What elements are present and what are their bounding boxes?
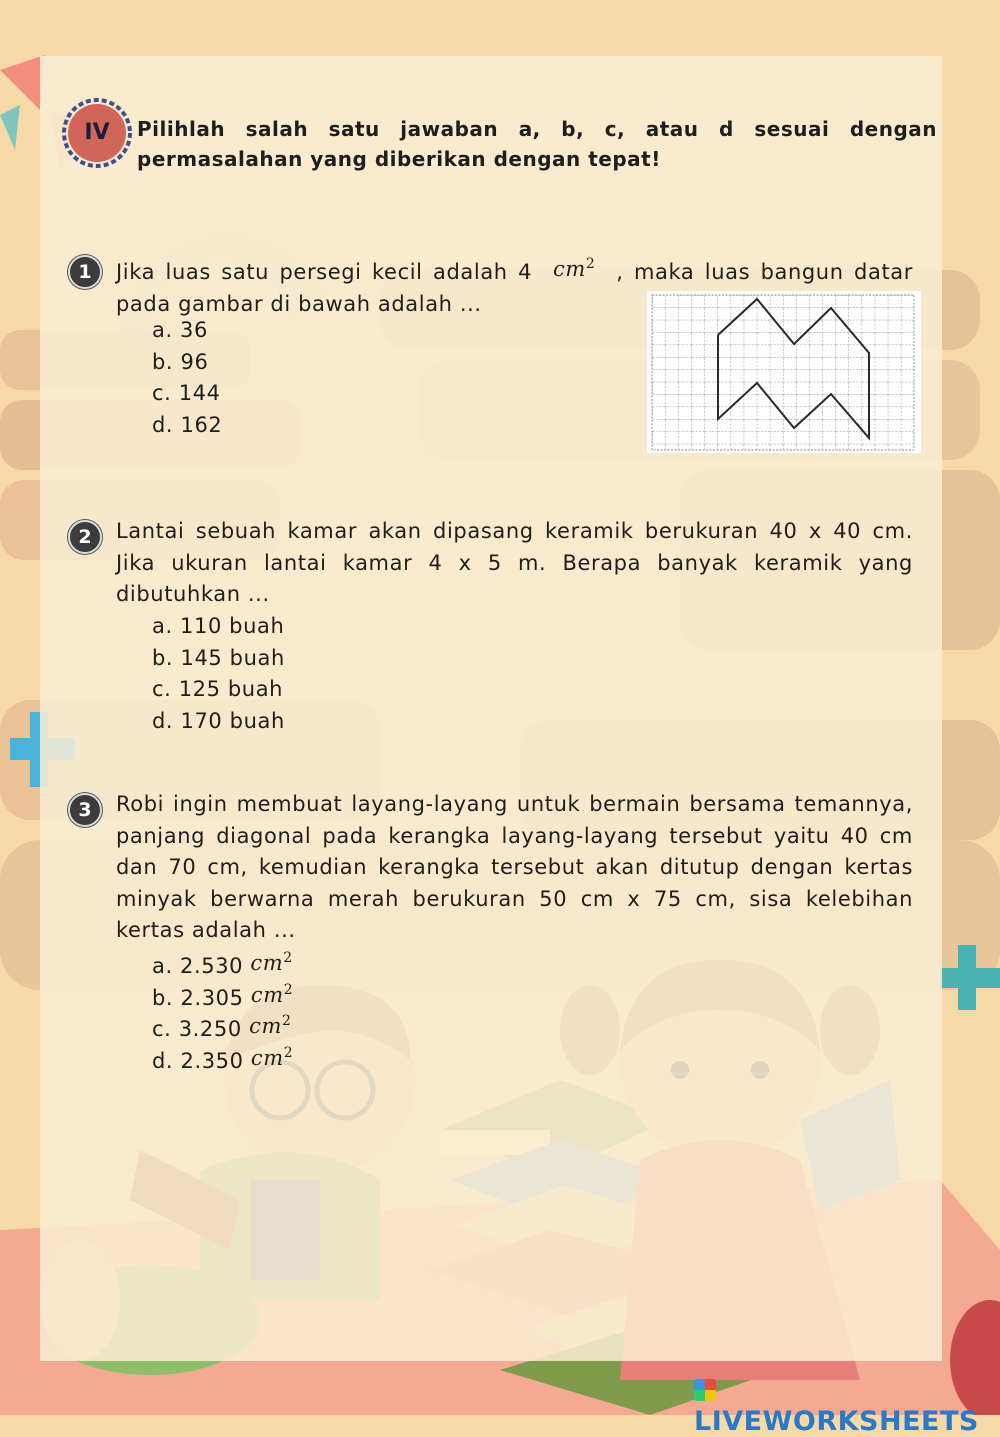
options-question-1 [152,315,222,441]
unit-power: 2 [585,256,596,272]
option-3b-label: b. 2.305 [152,985,244,1010]
question-number-1: 1 [68,255,102,289]
unit-base: cm [552,257,586,281]
question-number-3: 3 [68,793,102,827]
option-1d[interactable]: d. 162 [152,412,223,437]
bunting-flag-icon [0,55,45,110]
unit-base: cm [250,982,284,1007]
unit-power: 2 [283,950,293,966]
option-1c[interactable]: c. 144 [152,381,221,405]
grid-diagram [647,291,921,453]
unit-base: cm [249,1014,282,1038]
option-2a[interactable]: a. 110 buah [152,614,285,638]
question-1-text-start: Jika luas satu persegi kecil adalah 4 [116,260,533,284]
option-2d[interactable]: d. 170 buah [152,708,285,733]
options-question-3 [152,946,293,1072]
option-3d[interactable] [152,1041,293,1073]
option-3a-label: a. 2.530 [152,954,244,978]
option-3d-unit [251,1046,293,1070]
unit-power: 2 [283,1044,294,1061]
question-text-3: Robi ingin membuat layang-layang untuk bermain bersama temannya, panjang diagonal pada kerangka layang-layang tersebut yaitu 40 cm dan 70 cm, kemudian kerangka tersebut akan ditutup dengan kertas minyak berwarna merah berukuran 50 cm x 75 cm, sisa kelebihan kertas adalah ... [116,792,913,942]
option-1a[interactable]: a. 36 [152,318,208,342]
option-3b-unit [251,983,293,1007]
option-3c[interactable] [152,1009,293,1041]
option-3c-unit [249,1014,291,1038]
option-3b[interactable] [152,978,293,1010]
liveworksheets-logo[interactable] [694,1375,1000,1437]
unit-base: cm [250,1045,284,1070]
grid-shape-figure [647,291,921,453]
bunting-flag-icon [0,105,20,150]
question-text-2: Lantai sebuah kamar akan dipasang keramik berukuran 40 x 40 cm. Jika ukuran lantai kamar 4 x 5 m. Berapa banyak keramik yang dibutuhkan ... [116,519,913,606]
unit-base: cm [250,951,284,975]
option-3a[interactable] [152,946,293,978]
question-number-2: 2 [68,520,102,554]
liveworksheets-logo-icon [694,1379,716,1401]
option-3c-label: c. 3.250 [152,1017,242,1041]
section-instruction: Pilihlah salah satu jawaban a, b, c, atau d sesuai dengan permasalahan yang diberikan dengan tepat! [137,117,937,171]
option-1b[interactable]: b. 96 [152,349,209,374]
options-question-2 [152,611,285,737]
option-3a-unit [250,951,292,975]
option-2b[interactable]: b. 145 buah [152,645,285,670]
unit-power: 2 [281,1013,292,1029]
brand-name: LIVEWORKSHEETS [694,1406,979,1437]
question-1-unit [553,257,595,281]
option-3d-label: d. 2.350 [152,1048,244,1073]
section-number: IV [84,120,110,145]
question-1-text-end: , maka luas bangun datar pada gambar di bawah adalah ... [116,260,913,316]
unit-power: 2 [283,981,294,998]
option-2c[interactable]: c. 125 buah [152,677,284,701]
